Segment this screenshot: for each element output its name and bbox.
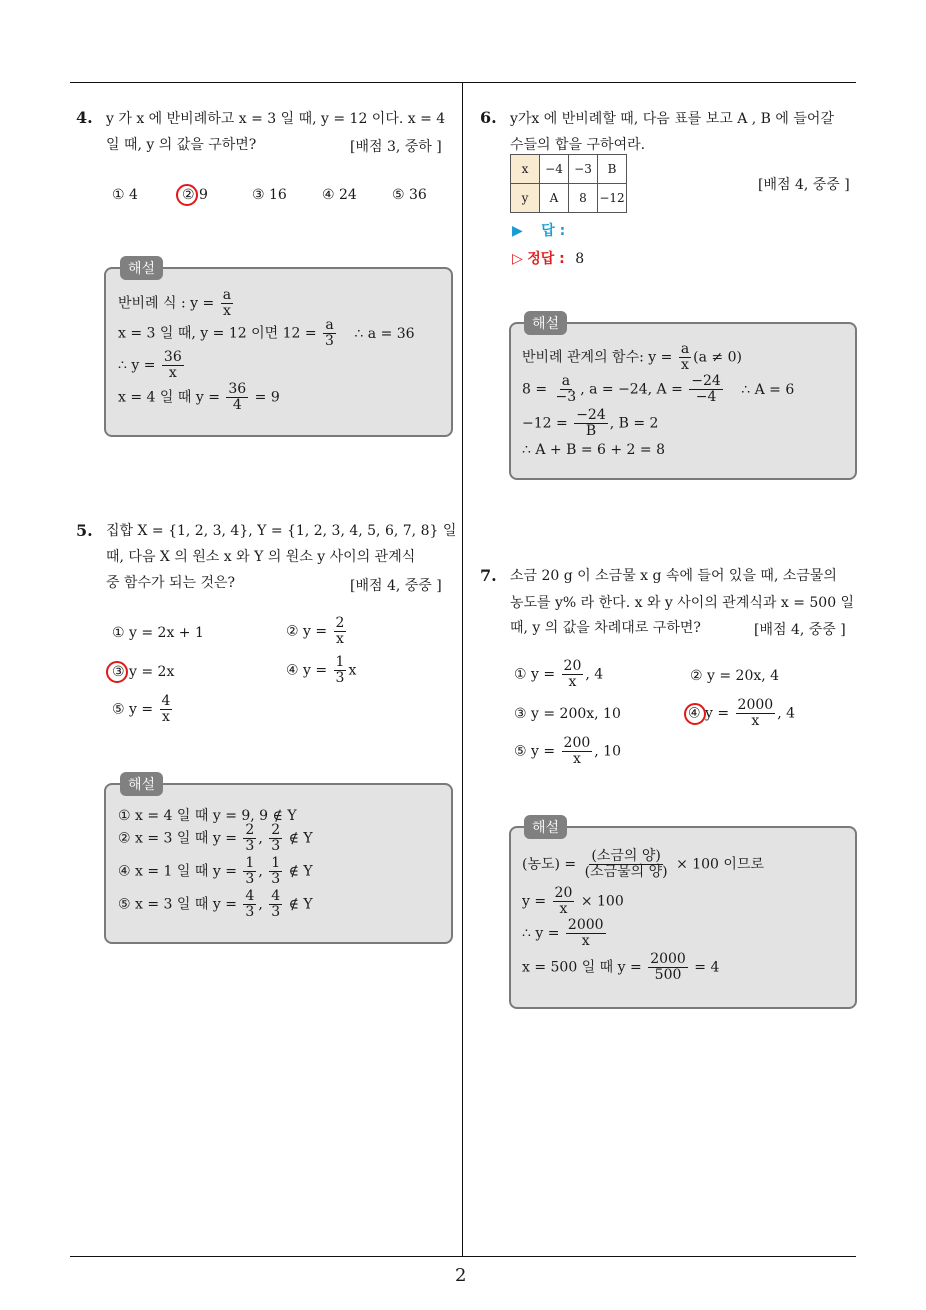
q5-line2: 때, 다음 X 의 원소 x 와 Y 의 원소 y 사이의 관계식 <box>106 549 416 565</box>
q4-option-4[interactable]: ④ 24 <box>322 187 357 203</box>
fraction: $\frac{1}{3}$ <box>271 855 281 887</box>
q6-sol-line2: 8 = $\frac{a}{-3}$ , a = −24, A = $\frac{-24}{-4}$ ∴ A = 6 <box>522 373 795 405</box>
table-row <box>511 155 627 184</box>
correct-arrow-icon: ▷ <box>512 251 523 267</box>
q6-sol-line4: ∴ A + B = 6 + 2 = 8 <box>522 442 666 458</box>
q7-line2: 농도를 y% 라 한다. x 와 y 사이의 관계식과 x = 500 일 <box>510 595 855 611</box>
q6-correct-row <box>512 248 584 268</box>
correct-value: 8 <box>575 251 585 267</box>
q4-option-5[interactable]: ⑤ 36 <box>392 187 427 203</box>
table-cell: −3 <box>569 155 598 184</box>
q5-option-5[interactable]: ⑤ y = $\frac{4}{x}$ <box>112 693 171 725</box>
q5-sol-line2: ② x = 3 일 때 y = $\frac{2}{3}$ , $\frac{2}{3}$ ∉ Y <box>118 822 313 854</box>
q5-line1: 집합 X = {1, 2, 3, 4}, Y = {1, 2, 3, 4, 5, 6, 7, 8} 일 <box>106 523 457 539</box>
q4-meta: [배점 3, 중하 ] <box>350 139 442 155</box>
answer-arrow-icon: ▶ <box>512 223 523 239</box>
q7-sol-line4: x = 500 일 때 y = $\frac{2000}{500}$ = 4 <box>522 951 720 983</box>
correct-label: 정답 : <box>527 251 565 267</box>
fraction: $\frac{\text{(소금의 양)}}{\text{(소금물의 양)}}$ <box>584 848 668 880</box>
q6-meta: [배점 4, 중중 ] <box>758 177 850 193</box>
q4-number: 4. <box>76 108 93 127</box>
fraction: $\frac{36}{4}$ <box>228 381 247 413</box>
q4-sol-line4: x = 4 일 때 y = $\frac{36}{4}$ = 9 <box>118 381 280 413</box>
column-divider <box>462 82 463 1257</box>
answer-label: 답 : <box>541 223 566 239</box>
q5-option-2[interactable]: ② y = $\frac{2}{x}$ <box>286 615 345 647</box>
q6-sol-line3: −12 = $\frac{-24}{B}$ , B = 2 <box>522 407 659 439</box>
q4-line1: y 가 x 에 반비례하고 x = 3 일 때, y = 12 이다. x = 4 <box>106 111 446 127</box>
q7-line1: 소금 20 g 이 소금물 x g 속에 들어 있을 때, 소금물의 <box>510 568 837 584</box>
q5-option-3[interactable]: ③ y = 2x <box>112 664 175 680</box>
q7-sol-line3: ∴ y = $\frac{2000}{x}$ <box>522 917 604 949</box>
q7-option-3[interactable]: ③ y = 200x, 10 <box>514 706 621 722</box>
fraction: $\frac{2000}{500}$ <box>650 951 686 983</box>
fraction: $\frac{2}{3}$ <box>271 822 281 854</box>
q6-answer-row <box>512 220 565 240</box>
table-cell: y <box>511 184 540 213</box>
table-row <box>511 184 627 213</box>
q4-solution-tag: 해설 <box>120 256 163 280</box>
fraction: $\frac{1}{3}$ <box>335 654 345 686</box>
fraction: $\frac{2}{3}$ <box>245 822 255 854</box>
q5-option-4[interactable]: ④ y = $\frac{1}{3}$ x <box>286 654 357 686</box>
q7-sol-line1: (농도) = $\frac{\text{(소금의 양)}}{\text{(소금물의 양)}}$ × 100 이므로 <box>522 848 764 880</box>
fraction: $\frac{-24}{B}$ <box>576 407 606 439</box>
fraction: $\frac{-24}{-4}$ <box>691 373 721 405</box>
fraction: $\frac{36}{x}$ <box>163 349 182 381</box>
q7-option-4[interactable]: ④ y = $\frac{2000}{x}$ , 4 <box>688 697 795 729</box>
q5-option-1[interactable]: ① y = 2x + 1 <box>112 625 204 641</box>
q5-line3: 중 함수가 되는 것은? <box>106 575 236 591</box>
q7-option-5[interactable]: ⑤ y = $\frac{200}{x}$ , 10 <box>514 735 621 767</box>
q5-sol-line4: ⑤ x = 3 일 때 y = $\frac{4}{3}$ , $\frac{4}{3}$ ∉ Y <box>118 888 313 920</box>
q6-value-table <box>510 154 627 213</box>
q4-option-3[interactable]: ③ 16 <box>252 187 287 203</box>
fraction: $\frac{200}{x}$ <box>563 735 591 767</box>
fraction: $\frac{20}{x}$ <box>563 658 582 690</box>
q7-number: 7. <box>480 566 497 585</box>
table-cell: B <box>598 155 627 184</box>
q7-answer-circle <box>684 703 706 725</box>
q5-number: 5. <box>76 521 93 540</box>
fraction: $\frac{a}{3}$ <box>325 317 334 349</box>
table-cell: −4 <box>540 155 569 184</box>
fraction: $\frac{a}{x}$ <box>680 341 690 373</box>
table-cell: x <box>511 155 540 184</box>
q4-option-1[interactable]: ① 4 <box>112 187 138 203</box>
fraction: $\frac{2}{x}$ <box>335 615 345 647</box>
table-cell: −12 <box>598 184 627 213</box>
table-cell: A <box>540 184 569 213</box>
fraction: $\frac{1}{3}$ <box>245 855 255 887</box>
page-number: 2 <box>455 1265 467 1286</box>
q4-sol-line1: 반비례 식 : y = $\frac{a}{x}$ <box>118 287 232 319</box>
top-rule <box>70 82 856 83</box>
q4-line2: 일 때, y 의 값을 구하면? <box>106 137 257 153</box>
q7-sol-line2: y = $\frac{20}{x}$ × 100 <box>522 885 624 917</box>
q4-sol-line3: ∴ y = $\frac{36}{x}$ <box>118 349 182 381</box>
q6-sol-line1: 반비례 관계의 함수: y = $\frac{a}{x}$ (a ≠ 0) <box>522 341 742 373</box>
q4-option-2[interactable]: ② 9 <box>182 187 208 203</box>
q4-answer-circle <box>176 184 198 206</box>
fraction: $\frac{20}{x}$ <box>554 885 573 917</box>
table-cell: 8 <box>569 184 598 213</box>
q6-number: 6. <box>480 108 497 127</box>
fraction: $\frac{4}{x}$ <box>161 693 171 725</box>
fraction: $\frac{4}{3}$ <box>271 888 281 920</box>
q7-option-2[interactable]: ② y = 20x, 4 <box>690 668 780 684</box>
fraction: $\frac{2000}{x}$ <box>737 697 774 729</box>
q6-line2: 수들의 합을 구하여라. <box>510 137 646 153</box>
q6-line1: y가x 에 반비례할 때, 다음 표를 보고 A , B 에 들어갈 <box>510 111 834 127</box>
q6-solution-tag: 해설 <box>524 311 567 335</box>
q7-solution-tag: 해설 <box>524 815 567 839</box>
bottom-rule <box>70 1256 856 1257</box>
q5-sol-line3: ④ x = 1 일 때 y = $\frac{1}{3}$ , $\frac{1}{3}$ ∉ Y <box>118 855 313 887</box>
q7-line3: 때, y 의 값을 차례대로 구하면? <box>510 620 701 636</box>
q7-option-1[interactable]: ① y = $\frac{20}{x}$ , 4 <box>514 658 604 690</box>
q5-sol-line1: ① x = 4 일 때 y = 9, 9 ∉ Y <box>118 808 297 824</box>
q5-meta: [배점 4, 중중 ] <box>350 578 442 594</box>
fraction: $\frac{4}{3}$ <box>245 888 255 920</box>
q7-meta: [배점 4, 중중 ] <box>754 622 846 638</box>
fraction: $\frac{2000}{x}$ <box>567 917 604 949</box>
q4-sol-line2: x = 3 일 때, y = 12 이면 12 = $\frac{a}{3}$ ∴ a = 36 <box>118 317 415 349</box>
fraction: $\frac{a}{x}$ <box>222 287 232 319</box>
q5-answer-circle <box>106 661 128 683</box>
fraction: $\frac{a}{-3}$ <box>555 373 577 405</box>
q5-solution-tag: 해설 <box>120 772 163 796</box>
